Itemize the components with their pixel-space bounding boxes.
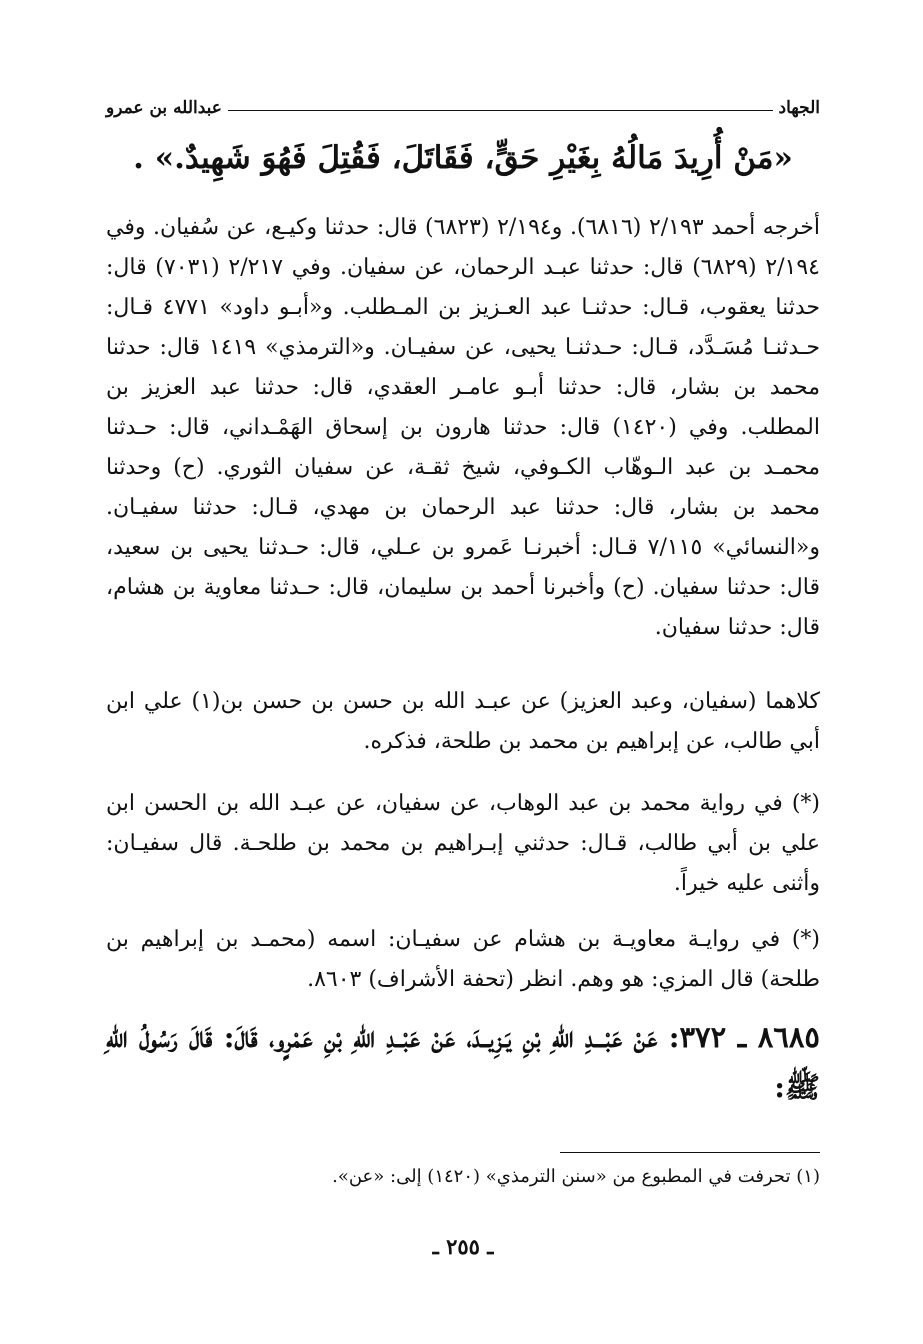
chain-summary-paragraph: كلاهما (سفيان، وعبد العزيز) عن عبـد الله بن حسن بن حسن بن(١) علي ابن أبي طالب، عن إبراهيم بن محمد بن طلحة، فذكره. xyxy=(106,689,820,754)
narration-note-paragraph: (*) في رواية محمد بن عبد الوهاب، عن سفيان، عن عبـد الله بن الحسن ابن علي بن أبي طالب، قـال: حدثني إبـراهيم بن محمد بن طلحـة. قال سفيـان: وأثنى عليه خيراً. xyxy=(106,791,820,896)
narration-note-paragraph: (*) في روايـة معاويـة بن هشام عن سفيـان: اسمه (محمـد بن إبراهيم بن طلحة) قال المزي: هو وهم. انظر (تحفة الأشراف) ٨٦٠٣. xyxy=(106,927,820,992)
header-rule xyxy=(228,110,773,111)
header-section-title: الجهاد xyxy=(778,98,820,118)
running-header xyxy=(106,88,820,118)
header-subject-title: عبدالله بن عمرو xyxy=(106,98,222,118)
takhrij-paragraph: أخرجه أحمد ٢/١٩٣ (٦٨١٦). و٢/١٩٤ (٦٨٢٣) قال: حدثنا وكيـع، عن سُفيان. وفي ٢/١٩٤ (٦٨٢٩) قال: حدثنا عبـد الرحمان، عن سفيان. وفي ٢/٢١٧ (٧٠٣١) قال: حدثنا يعقوب، قـال: حدثنـا عبد العـزيز بن المـطلب. و«أبـو داود» ٤٧٧١ قـال: حـدثنـا مُسَـدَّد، قـال: حـدثنـا يحيى، عن سفيـان. و«الترمذي» ١٤١٩ قال: حدثنا محمد بن بشار، قال: حدثنا أبـو عامـر العقدي، قال: حدثنا عبد العزيز بن المطلب. وفي (١٤٢٠) قال: حدثنا هارون بن إسحاق الهَمْـداني، قال: حـدثنا محمـد بن عبد الـوهّاب الكـوفي، شيخ ثقـة، عن سفيان الثوري. (ح) وحدثنا محمد بن بشار، قال: حدثنا عبد الرحمان بن مهدي، قـال: حدثنا سفيـان. و«النسائي» ٧/١١٥ قـال: أخبرنـا عَمرو بن عـلي، قال: حـدثنا يحيى بن سعيد، قال: حدثنا سفيان. (ح) وأخبرنا أحمد بن سليمان، قال: حـدثنا معاوية بن هشام، قال: حدثنا سفيان. xyxy=(106,215,821,640)
footnote: (١) تحرفت في المطبوع من «سنن الترمذي» (١٤٢٠) إلى: «عن». xyxy=(332,1166,820,1187)
hadith-text: «مَنْ أُرِيدَ مَالُهُ بِغَيْرِ حَقٍّ، فَقَاتَلَ، فَقُتِلَ فَهُوَ شَهِيدٌ.» . xyxy=(133,140,793,176)
page-number: ـ ٢٥٥ ـ xyxy=(432,1234,494,1259)
footnote-rule xyxy=(560,1152,820,1153)
next-hadith-heading: ٨٦٨٥ ـ ٣٧٢: عَنْ عَبْـــدِ اللهِ بْنِ يَـزِيــدَ، عَنْ عَبْــدِ اللهِ بْنِ عَمْرٍو، قَالَ: قَالَ رَسُولُ اللهِ ﷺ: xyxy=(106,1020,820,1104)
